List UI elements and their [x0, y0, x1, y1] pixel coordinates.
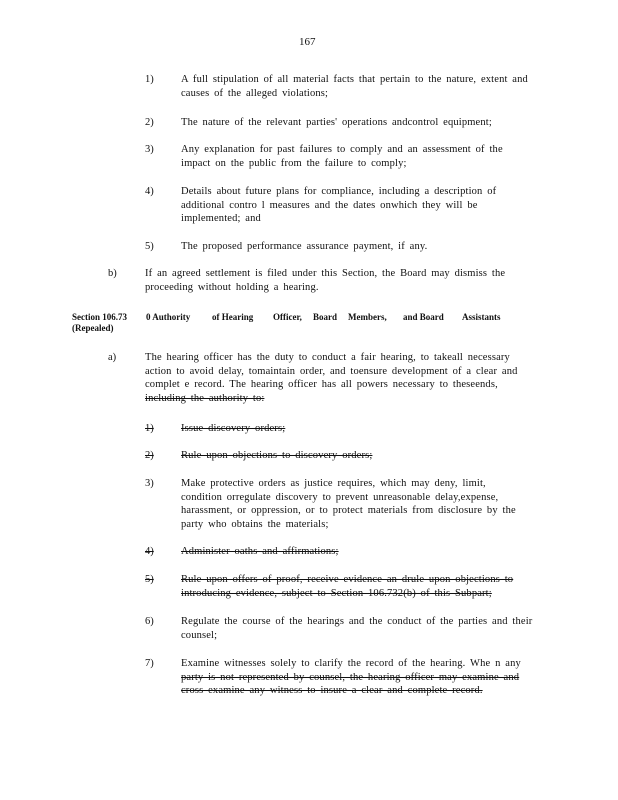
item-text-line: condition orregulate discovery to prevent unreasonable delay,expense, [181, 491, 499, 503]
item-label: 5) [145, 241, 154, 252]
section-title-part: and Board [403, 312, 444, 322]
subsection-text-line: proceeding without holding a hearing. [145, 281, 319, 293]
item-label: 2) [145, 450, 154, 461]
subsection-text-line: The hearing officer has the duty to conduct a fair hearing, to takeall necessary [145, 352, 510, 363]
item-label: 1) [145, 423, 154, 434]
list-item [181, 143, 503, 170]
item-label: 7) [145, 658, 154, 669]
list-item [181, 477, 516, 531]
item-text-line: harassment, or oppression, or to protect materials from disclosure by the [181, 505, 516, 516]
section-title-part: Officer, [273, 312, 302, 322]
subsection-label: a) [108, 352, 117, 363]
item-text-line: The nature of the relevant parties' operations andcontrol equipment; [181, 117, 492, 128]
item-text-line: additional contro l measures and the dates onwhich they will be [181, 199, 478, 211]
item-text-line: Any explanation for past failures to comply and an assessment of the [181, 144, 503, 155]
subsection-text-line-struck: including the authority to: [145, 392, 265, 404]
item-text-line: counsel; [181, 629, 218, 641]
item-label: 6) [145, 616, 154, 627]
section-title-part: of Hearing [212, 312, 254, 322]
subsection-text-line: action to avoid delay, tomaintain order, and toensure development of a clear and [145, 365, 518, 377]
list-item [181, 615, 532, 642]
section-number: Section 106.73 [72, 312, 127, 322]
item-text-line-struck: cross examine any witness to insure a clear and complete record. [181, 685, 483, 696]
list-item-struck [181, 422, 285, 436]
list-item [181, 116, 492, 130]
section-title-part: Members, [348, 312, 387, 322]
item-label: 4) [145, 546, 154, 557]
item-text-line: introducing evidence, subject to Section 106.732(b) of this Subpart; [181, 587, 492, 599]
list-item [181, 657, 521, 698]
list-item-struck [181, 449, 372, 463]
subsection-text-line: complet e record. The hearing officer has all powers necessary to theseends, [145, 379, 498, 390]
item-text-line: Rule upon offers of proof, receive evidence an drule upon objections to [181, 574, 514, 585]
item-text-line: A full stipulation of all material facts that pertain to the nature, extent and [181, 74, 528, 85]
section-repealed: (Repealed) [72, 323, 114, 333]
list-item-struck [181, 573, 513, 600]
section-title-part: Board [313, 312, 338, 322]
item-text-line: implemented; and [181, 213, 261, 224]
item-text-line: The proposed performance assurance payment, if any. [181, 241, 428, 252]
item-label: 5) [145, 574, 154, 585]
item-label: 2) [145, 117, 154, 128]
item-text-line: Examine witnesses solely to clarify the record of the hearing. Whe n any [181, 658, 521, 669]
list-item [181, 185, 496, 226]
item-text-line: Administer oaths and affirmations; [181, 546, 339, 557]
item-text-line: Issue discovery orders; [181, 423, 286, 434]
subsection-label: b) [108, 268, 117, 279]
item-label: 4) [145, 186, 154, 197]
item-text-line: Rule upon objections to discovery orders; [181, 450, 373, 461]
item-label: 3) [145, 478, 154, 489]
item-text-line-struck: party is not represented by counsel, the hearing officer may examine and [181, 671, 520, 683]
item-text-line: Details about future plans for compliance, including a description of [181, 186, 497, 197]
list-item-struck [181, 545, 339, 559]
subsection-text-line: If an agreed settlement is filed under this Section, the Board may dismiss the [145, 268, 506, 279]
subsection-b-text [145, 267, 505, 294]
list-item [181, 73, 528, 100]
list-item [181, 240, 427, 254]
page-number: 167 [299, 36, 316, 48]
item-label: 1) [145, 74, 154, 85]
item-text-line: causes of the alleged violations; [181, 87, 329, 99]
item-text-line: impact on the public from the failure to comply; [181, 157, 407, 169]
item-label: 3) [145, 144, 154, 155]
item-text-line: Make protective orders as justice requires, which may deny, limit, [181, 478, 486, 489]
section-title-part: 0 Authority [146, 312, 191, 322]
item-text-line: Regulate the course of the hearings and the conduct of the parties and their [181, 616, 533, 627]
section-title-part: Assistants [462, 312, 501, 322]
item-text-line: party who obtains the materials; [181, 518, 329, 530]
subsection-a2-text [145, 351, 518, 405]
